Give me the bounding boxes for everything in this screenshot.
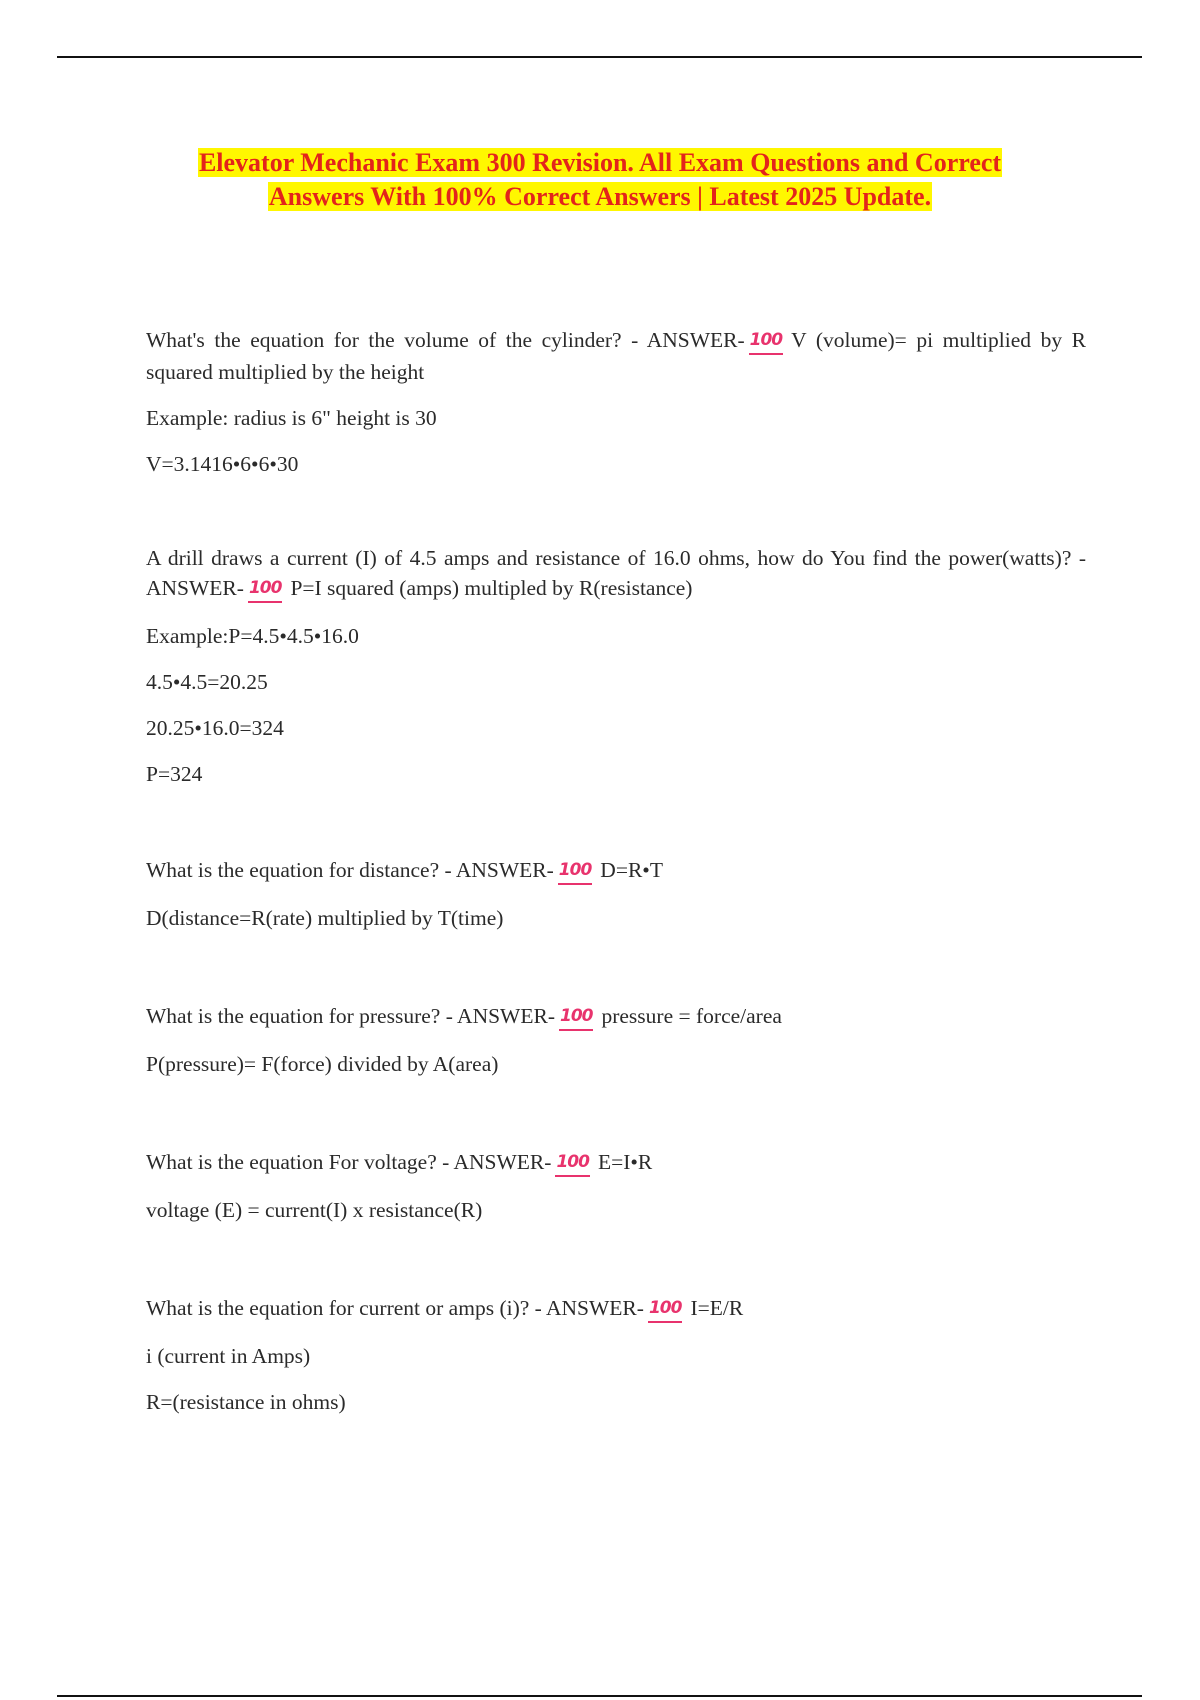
answer-detail-line: V=3.1416•6•6•30: [146, 452, 299, 476]
question-text: What is the equation for distance? - ANSWER-: [146, 858, 554, 882]
hundred-points-icon: 100: [648, 1300, 683, 1323]
qa-item: [146, 1147, 1086, 1225]
answer-detail-line: Example: radius is 6" height is 30: [146, 406, 437, 430]
answer-detail-line: i (current in Amps): [146, 1344, 311, 1368]
answer-detail-line: Example:P=4.5•4.5•16.0: [146, 624, 359, 648]
qa-item: [146, 325, 1086, 479]
qa-item: [146, 1293, 1086, 1417]
question-line: [146, 325, 1086, 387]
qa-item: [146, 1001, 1086, 1079]
hundred-points-icon: 100: [749, 332, 784, 355]
qa-list: [146, 325, 1086, 1433]
question-text: A drill draws a current (I) of 4.5 amps and resistance of 16.0 ohms, how do You find the power(watts)? - ANSWER-: [146, 546, 1086, 600]
answer-text: D=R•T: [600, 858, 663, 882]
answer-text: I=E/R: [690, 1296, 744, 1320]
bottom-rule: [57, 1695, 1142, 1697]
qa-item: [146, 855, 1086, 933]
question-text: What is the equation for current or amps (i)? - ANSWER-: [146, 1296, 644, 1320]
answer-detail-line: D(distance=R(rate) multiplied by T(time): [146, 906, 504, 930]
question-text: What's the equation for the volume of the cylinder? - ANSWER-: [146, 328, 745, 352]
answer-detail-line: 20.25•16.0=324: [146, 716, 284, 740]
answer-detail-line: P(pressure)= F(force) divided by A(area): [146, 1052, 499, 1076]
question-line: [146, 1001, 1086, 1033]
answer-text: pressure = force/area: [601, 1004, 782, 1028]
answer-text: V (volume)= pi multiplied by R squared multiplied by the height: [146, 328, 1086, 384]
answer-text: P=I squared (amps) multipled by R(resistance): [290, 576, 693, 600]
hundred-points-icon: 100: [248, 580, 283, 603]
question-line: [146, 543, 1086, 605]
answer-detail-line: R=(resistance in ohms): [146, 1390, 346, 1414]
question-text: What is the equation for pressure? - ANSWER-: [146, 1004, 555, 1028]
answer-detail-line: voltage (E) = current(I) x resistance(R): [146, 1198, 483, 1222]
document-title: [150, 146, 1050, 214]
hundred-points-icon: 100: [555, 1154, 590, 1177]
question-line: [146, 1293, 1086, 1325]
question-line: [146, 855, 1086, 887]
question-text: What is the equation For voltage? - ANSWER-: [146, 1150, 552, 1174]
qa-item: [146, 543, 1086, 789]
title-line-2: Answers With 100% Correct Answers | Latest 2025 Update.: [268, 182, 932, 211]
answer-text: E=I•R: [597, 1150, 653, 1174]
hundred-points-icon: 100: [559, 1008, 594, 1031]
answer-detail-line: P=324: [146, 762, 203, 786]
hundred-points-icon: 100: [558, 862, 593, 885]
top-rule: [57, 56, 1142, 58]
question-line: [146, 1147, 1086, 1179]
title-line-1: Elevator Mechanic Exam 300 Revision. All Exam Questions and Correct: [198, 148, 1002, 177]
answer-detail-line: 4.5•4.5=20.25: [146, 670, 268, 694]
